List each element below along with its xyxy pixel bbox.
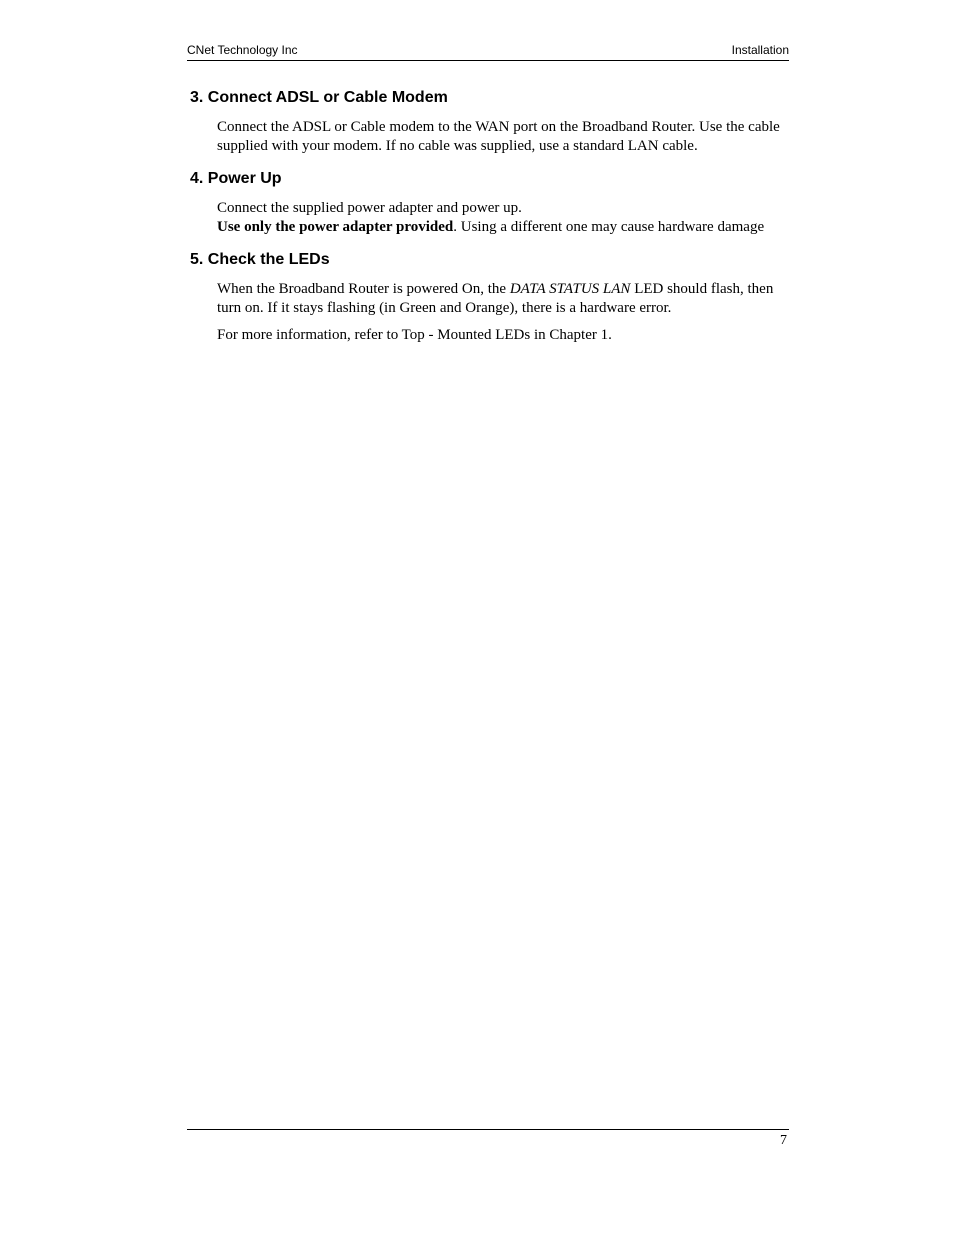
section-title-connect-modem: 3. Connect ADSL or Cable Modem	[190, 89, 448, 106]
header-company: CNet Technology Inc	[187, 43, 298, 57]
section-body-check-leds	[217, 280, 777, 318]
power-adapter-warning-text: . Using a different one may cause hardware damage	[453, 219, 765, 235]
header-section: Installation	[731, 43, 789, 57]
section-body-power-up	[217, 199, 797, 237]
section-title-check-leds: 5. Check the LEDs	[190, 251, 330, 268]
page-number: 7	[780, 1133, 787, 1148]
section-title-power-up: 4. Power Up	[190, 170, 282, 187]
leds-led-name: DATA STATUS LAN	[509, 281, 631, 297]
power-up-instruction: Connect the supplied power adapter and power up.	[217, 200, 522, 216]
leds-text-after: LED should flash, then turn on. If it stays flashing (in Green and Orange), there is a hardware error.	[217, 281, 774, 316]
section-body-leds-reference: For more information, refer to Top - Mounted LEDs in Chapter 1.	[217, 327, 612, 343]
footer-divider	[187, 1129, 789, 1130]
page-header	[187, 42, 789, 61]
power-adapter-warning-bold: Use only the power adapter provided	[217, 219, 454, 235]
section-body-connect-modem: Connect the ADSL or Cable modem to the WAN port on the Broadband Router. Use the cable supplied with your modem. If no cable was supplied, use a standard LAN cable.	[217, 119, 780, 154]
leds-text-before: When the Broadband Router is powered On, the	[217, 281, 510, 297]
